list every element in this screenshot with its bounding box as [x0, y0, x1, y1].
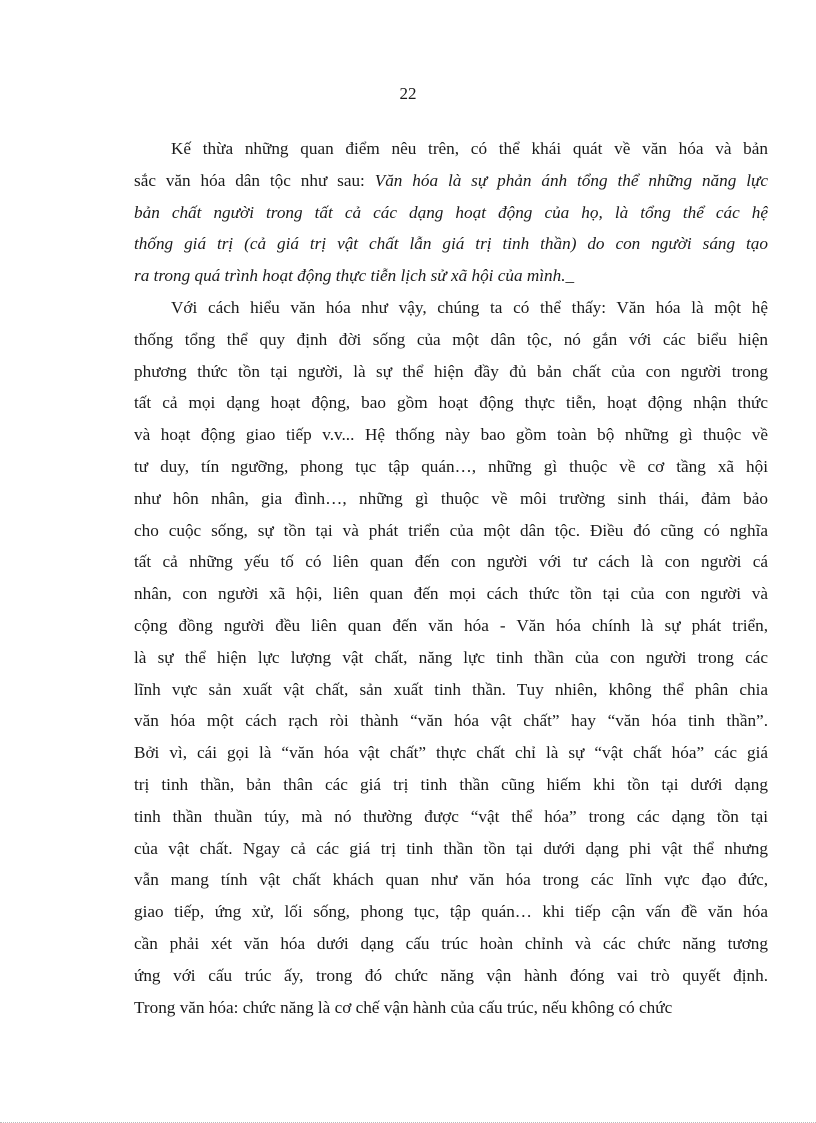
paragraph-2-line [134, 356, 768, 388]
text-run: cho cuộc sống, sự tồn tại và phát triển của một dân tộc. Điều đó cũng có nghĩa [134, 520, 768, 540]
paragraph-2-line [134, 642, 768, 674]
text-run: thống tổng thể quy định đời sống của một dân tộc, nó gắn với các biểu hiện [134, 329, 768, 349]
paragraph-2-line [134, 387, 768, 419]
page-number: 22 [399, 84, 417, 103]
text-run: tư duy, tín ngưỡng, phong tục tập quán…, những gì thuộc về cơ tầng xã hội [134, 456, 768, 476]
paragraph-2-line [134, 483, 768, 515]
paragraph-2-line [134, 864, 768, 896]
text-run: tất cả mọi dạng hoạt động, bao gồm hoạt động thực tiễn, hoạt động nhận thức [134, 393, 768, 413]
text-run: tất cả những yếu tố có liên quan đến con người với tư cách là con người cá [134, 552, 768, 572]
text-run: Kế thừa những quan điểm nêu trên, có thể khái quát về văn hóa và bản [171, 139, 768, 158]
text-run: giao tiếp, ứng xử, lối sống, phong tục, tập quán… khi tiếp cận vấn đề văn hóa [134, 902, 768, 922]
paragraph-2-line [134, 515, 768, 547]
italic-text-run: ra trong quá trình hoạt động thực tiễn lịch sử xã hội của mình. [134, 266, 566, 286]
paragraph-1-line [134, 228, 768, 260]
paragraph-2-line [134, 833, 768, 865]
text-run: phương thức tồn tại người, là sự thể hiện đầy đủ bản chất của con người trong [134, 361, 768, 381]
text-run: cộng đồng người đều liên quan đến văn hóa - Văn hóa chính là sự phát triển, [134, 615, 768, 635]
text-run: tinh thần thuần túy, mà nó thường được “vật thể hóa” trong các dạng tồn tại [134, 806, 768, 826]
paragraph-2-line [134, 801, 768, 833]
body-text [134, 133, 768, 1023]
text-run: cần phải xét văn hóa dưới dạng cấu trúc hoàn chỉnh và các chức năng tương [134, 933, 768, 953]
paragraph-2-line [134, 324, 768, 356]
text-run: trị tinh thần, bản thân các giá trị tinh thần cũng hiếm khi tồn tại dưới dạng [134, 774, 768, 794]
paragraph-2-line [134, 578, 768, 610]
text-run: Trong văn hóa: chức năng là cơ chế vận hành của cấu trúc, nếu không có chức [134, 997, 673, 1017]
paragraph-2-line [134, 674, 768, 706]
text-run: ứng với cấu trúc ấy, trong đó chức năng vận hành đóng vai trò quyết định. [134, 965, 768, 985]
paragraph-1-line [134, 260, 768, 292]
paragraph-2-line [134, 769, 768, 801]
text-run: Bởi vì, cái gọi là “văn hóa vật chất” thực chất chỉ là sự “vật chất hóa” các giá [134, 743, 768, 763]
italic-text-run: bản chất người trong tất cả các dạng hoạt động của họ, là tổng thể các hệ [134, 202, 768, 222]
paragraph-2-line [134, 546, 768, 578]
paragraph-2-line [134, 705, 768, 737]
paragraph-2-line [134, 292, 768, 324]
paragraph-2-line [134, 610, 768, 642]
paragraph-2-line [134, 737, 768, 769]
paragraph-2-line [134, 928, 768, 960]
text-run: và hoạt động giao tiếp v.v... Hệ thống này bao gồm toàn bộ những gì thuộc về [134, 425, 768, 445]
paragraph-1-line [134, 197, 768, 229]
paragraph-2-line [134, 896, 768, 928]
paragraph-1-line [134, 133, 768, 165]
italic-text-run: Văn hóa là sự phản ánh tổng thể những năng lực [374, 170, 768, 190]
text-run: lĩnh vực sản xuất vật chất, sản xuất tinh thần. Tuy nhiên, không thể phân chia [134, 679, 768, 699]
text-run: vẫn mang tính vật chất khách quan như văn hóa trong các lĩnh vực đạo đức, [134, 870, 768, 890]
text-run: _ [565, 266, 575, 286]
text-run: văn hóa một cách rạch ròi thành “văn hóa vật chất” hay “văn hóa tinh thần”. [134, 711, 768, 731]
paragraph-2-line [134, 960, 768, 992]
text-run: như hôn nhân, gia đình…, những gì thuộc về môi trường sinh thái, đảm bảo [134, 488, 768, 508]
text-run: Với cách hiểu văn hóa như vậy, chúng ta có thể thấy: Văn hóa là một hệ [171, 297, 768, 317]
text-run: nhân, con người xã hội, liên quan đến mọi cách thức tồn tại của con người và [134, 584, 768, 604]
paragraph-2-line [134, 992, 768, 1024]
text-run: là sự thể hiện lực lượng vật chất, năng lực tinh thần của con người trong các [134, 647, 768, 667]
text-run: sắc văn hóa dân tộc như sau: [134, 170, 375, 190]
paragraph-2-line [134, 451, 768, 483]
paragraph-2-line [134, 419, 768, 451]
italic-text-run: thống giá trị (cả giá trị vật chất lẫn giá trị tinh thần) do con người sáng tạo [134, 234, 768, 254]
paragraph-1-line [134, 165, 768, 197]
text-run: của vật chất. Ngay cả các giá trị tinh thần tồn tại dưới dạng phi vật thể nhưng [134, 838, 768, 858]
